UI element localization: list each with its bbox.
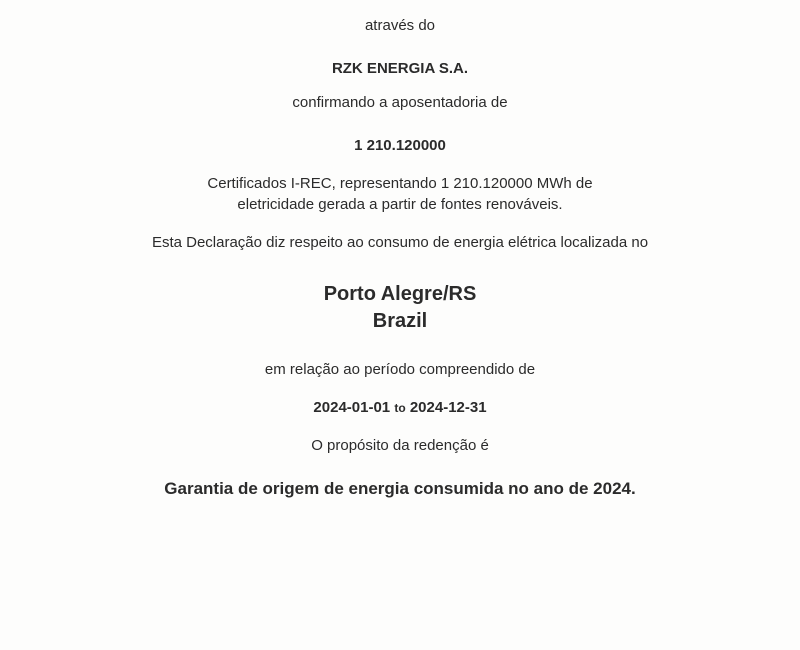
period-range	[0, 399, 800, 416]
purpose-text: Garantia de origem de energia consumida no ano de 2024.	[164, 479, 636, 498]
via-label: através do	[364, 17, 436, 34]
location-city: Porto Alegre/RS	[323, 283, 477, 305]
period-connector: to	[394, 401, 406, 415]
certificates-description-line2: eletricidade gerada a partir de fontes renováveis.	[237, 196, 563, 213]
confirming-label: confirmando a aposentadoria de	[292, 94, 508, 111]
period-label: em relação ao período compreendido de	[264, 361, 536, 378]
purpose-label: O propósito da redenção é	[311, 437, 489, 454]
period-start: 2024-01-01	[313, 399, 391, 416]
certificate-quantity: 1 210.120000	[354, 137, 446, 154]
location-country: Brazil	[372, 310, 428, 332]
company-name: RZK ENERGIA S.A.	[331, 60, 469, 77]
period-end: 2024-12-31	[409, 399, 487, 416]
declaration-text: Esta Declaração diz respeito ao consumo de energia elétrica localizada no	[151, 234, 649, 251]
certificates-description-line1: Certificados I-REC, representando 1 210.120000 MWh de	[207, 175, 593, 192]
